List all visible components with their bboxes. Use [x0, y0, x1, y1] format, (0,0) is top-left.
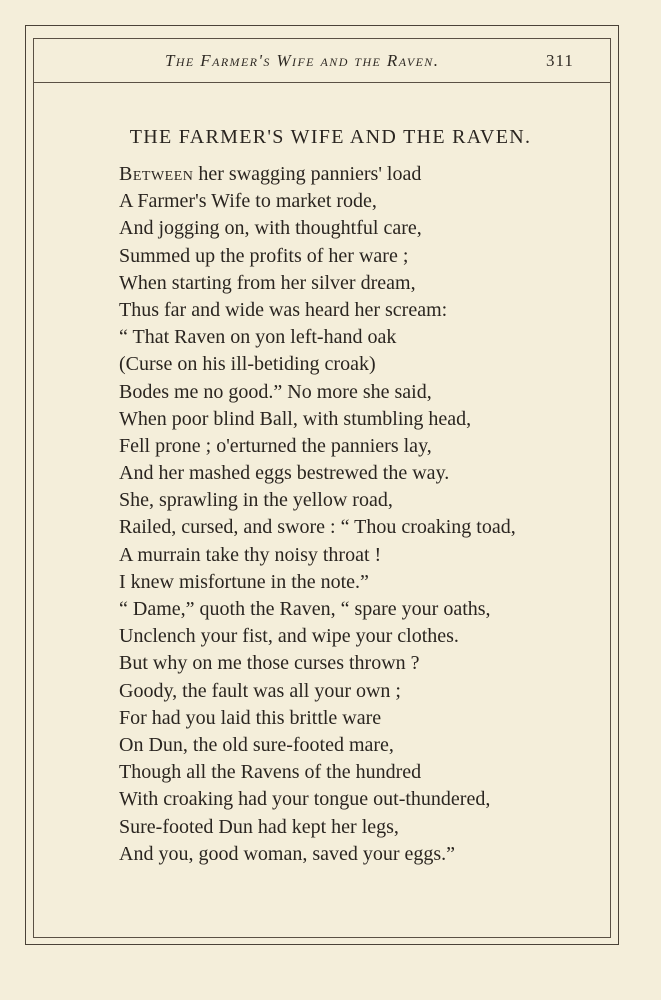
- poem-line: When starting from her silver dream,: [119, 271, 416, 294]
- poem-line: And jogging on, with thoughtful care,: [119, 217, 422, 240]
- poem-line: But why on me those curses thrown ?: [119, 652, 420, 675]
- poem-line: Thus far and wide was heard her scream:: [119, 298, 448, 321]
- poem-line: Railed, cursed, and swore : “ Thou croaking toad,: [119, 516, 516, 539]
- poem-line: Goody, the fault was all your own ;: [119, 679, 401, 702]
- poem-line: Sure-footed Dun had kept her legs,: [119, 815, 399, 838]
- poem-line: “ That Raven on yon left-hand oak: [119, 326, 397, 349]
- running-head: The Farmer's Wife and the Raven.: [165, 51, 440, 70]
- header-rule: [33, 82, 611, 83]
- poem-line: (Curse on his ill-betiding croak): [119, 353, 376, 376]
- poem-line: Summed up the profits of her ware ;: [119, 244, 409, 267]
- poem-line: She, sprawling in the yellow road,: [119, 489, 393, 512]
- poem-line: And her mashed eggs bestrewed the way.: [119, 462, 450, 485]
- poem-line: With croaking had your tongue out-thundered,: [119, 788, 491, 811]
- poem-line: Bodes me no good.” No more she said,: [119, 380, 432, 403]
- poem-line: Unclench your fist, and wipe your clothes.: [119, 625, 459, 648]
- poem-line: And you, good woman, saved your eggs.”: [119, 842, 456, 865]
- poem-line: A murrain take thy noisy throat !: [119, 543, 382, 566]
- poem-line: A Farmer's Wife to market rode,: [119, 190, 377, 213]
- poem-line: I knew misfortune in the note.”: [119, 570, 369, 593]
- poem-line: When poor blind Ball, with stumbling head,: [119, 407, 472, 430]
- poem-line: [119, 161, 516, 188]
- poem-title: THE FARMER'S WIFE AND THE RAVEN.: [129, 126, 532, 148]
- poem-line: Though all the Ravens of the hundred: [119, 761, 422, 784]
- page-number: 311: [546, 51, 574, 70]
- poem-line: For had you laid this brittle ware: [119, 706, 382, 729]
- poem-body: [119, 161, 516, 868]
- poem-line: On Dun, the old sure-footed mare,: [119, 733, 394, 756]
- drop-word: Between: [119, 163, 194, 185]
- poem-line-text: her swagging panniers' load: [193, 163, 422, 185]
- poem-line: “ Dame,” quoth the Raven, “ spare your oaths,: [119, 598, 491, 620]
- poem-line: Fell prone ; o'erturned the panniers lay,: [119, 434, 432, 457]
